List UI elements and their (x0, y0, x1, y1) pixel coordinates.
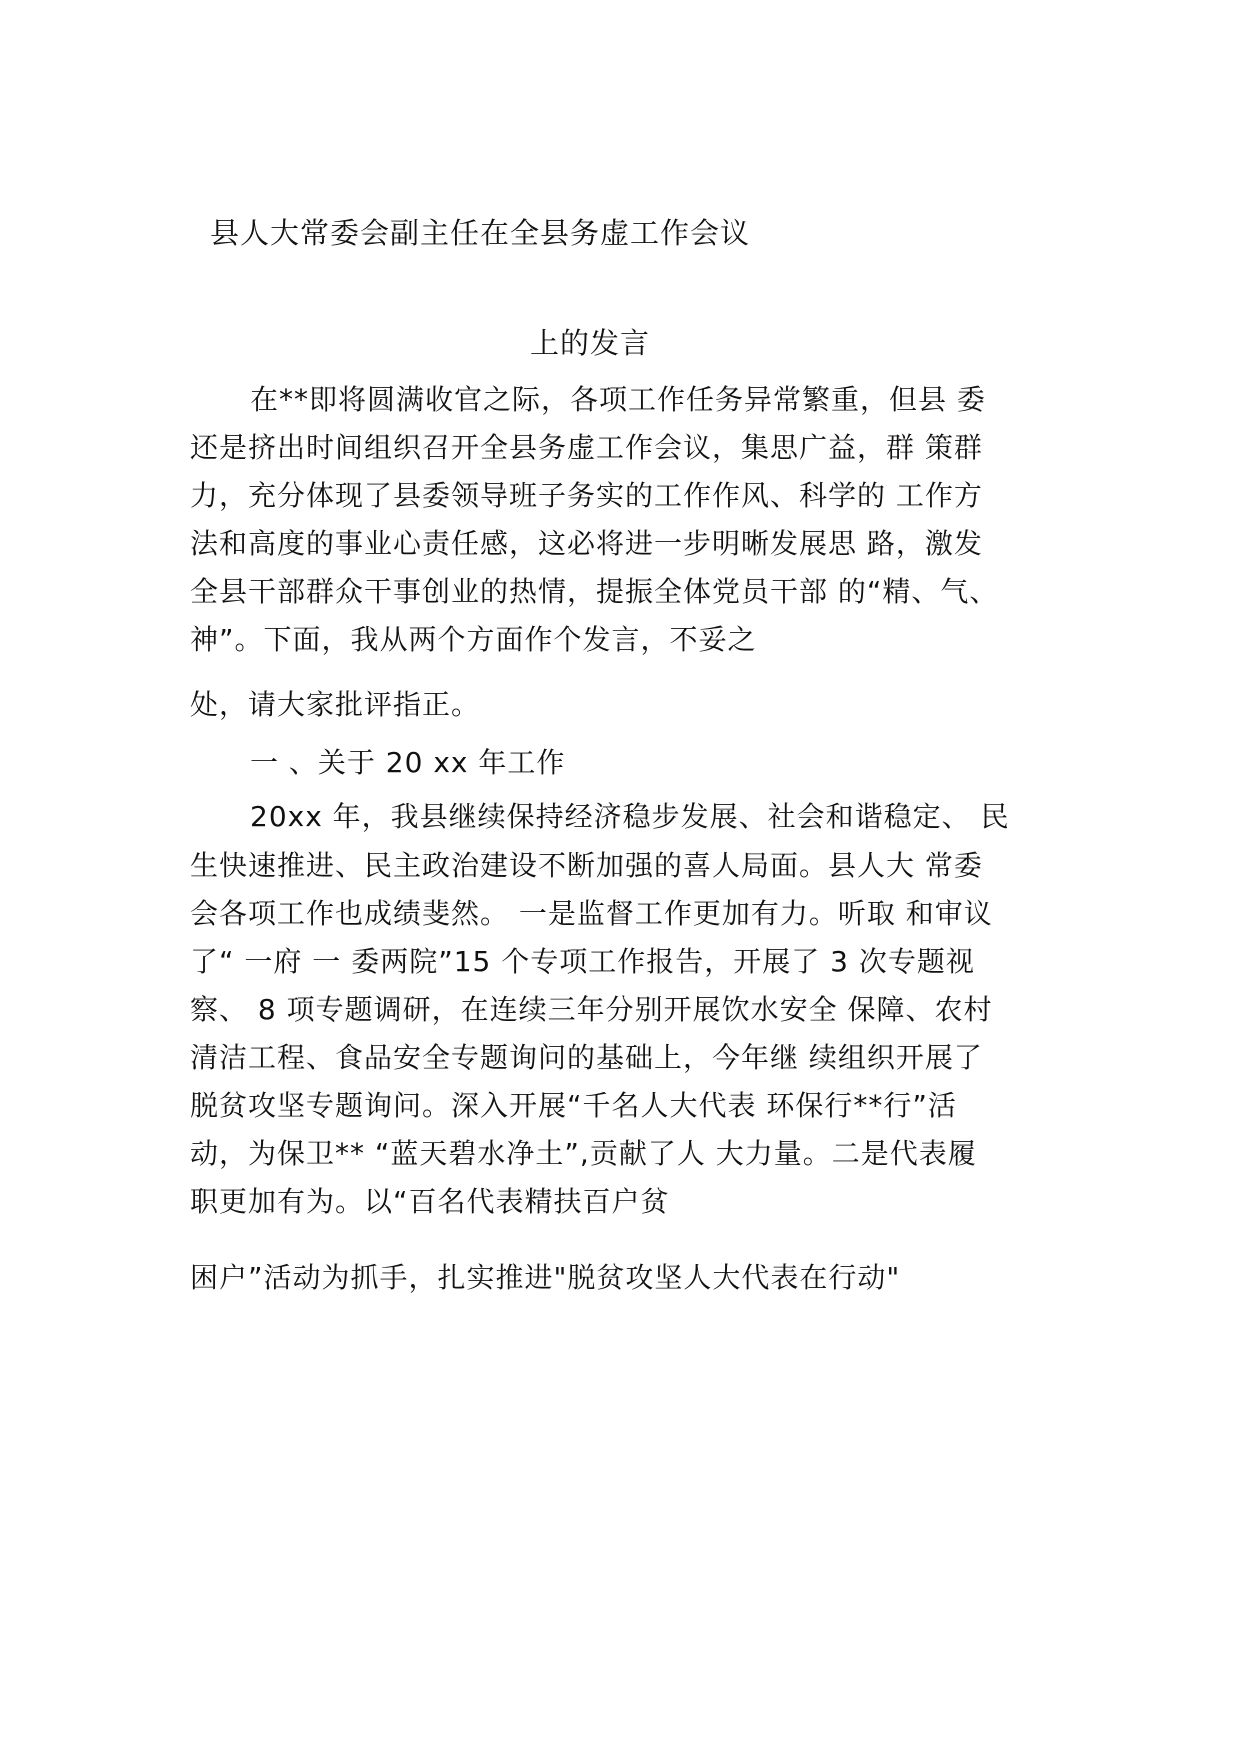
paragraph-1-line: 在**即将圆满收官之际，各项工作任务异常繁重，但县 委 (250, 383, 986, 416)
paragraph-2-line: 清洁工程、食品安全专题询问的基础上，今年继 续组织开展了 (190, 1041, 983, 1074)
paragraph-1-line: 神”。下面，我从两个方面作个发言，不妥之 (190, 623, 757, 656)
paragraph-1-line: 还是挤出时间组织召开全县务虚工作会议，集思广益，群 策群 (190, 431, 983, 464)
paragraph-1-line: 法和高度的事业心责任感，这必将进一步明晰发展思 路，激发 (190, 527, 983, 560)
paragraph-2-line: 了“ 一府 一 委两院”15 个专项工作报告，开展了 3 次专题视 (190, 945, 975, 978)
paragraph-2-line: 20xx 年，我县继续保持经济稳步发展、社会和谐稳定、 民 (250, 800, 1010, 833)
document-title-line-2: 上的发言 (530, 326, 651, 360)
paragraph-2-line: 脱贫攻坚专题询问。深入开展“千名人大代表 环保行**行”活 (190, 1089, 957, 1122)
paragraph-2-line: 察、 8 项专题调研，在连续三年分别开展饮水安全 保障、农村 (190, 993, 993, 1026)
paragraph-2-line: 职更加有为。以“百名代表精扶百户贫 (190, 1185, 670, 1218)
paragraph-1-line: 全县干部群众干事创业的热情，提振全体党员干部 的“精、气、 (190, 575, 999, 608)
paragraph-2-line: 困户”活动为抓手，扎实推进"脱贫攻坚人大代表在行动" (190, 1261, 901, 1294)
paragraph-1-line: 处，请大家批评指正。 (190, 688, 481, 721)
paragraph-2-line: 生快速推进、民主政治建设不断加强的喜人局面。县人大 常委 (190, 849, 983, 882)
paragraph-2-line: 动，为保卫** “蓝天碧水净土”,贡献了人 大力量。二是代表履 (190, 1137, 977, 1170)
section-heading: 一 、关于 20 xx 年工作 (250, 746, 566, 779)
document-title-line-1: 县人大常委会副主任在全县务虚工作会议 (210, 216, 751, 250)
paragraph-2-line: 会各项工作也成绩斐然。 一是监督工作更加有力。听取 和审议 (190, 897, 993, 930)
paragraph-1-line: 力，充分体现了县委领导班子务实的工作作风、科学的 工作方 (190, 479, 983, 512)
